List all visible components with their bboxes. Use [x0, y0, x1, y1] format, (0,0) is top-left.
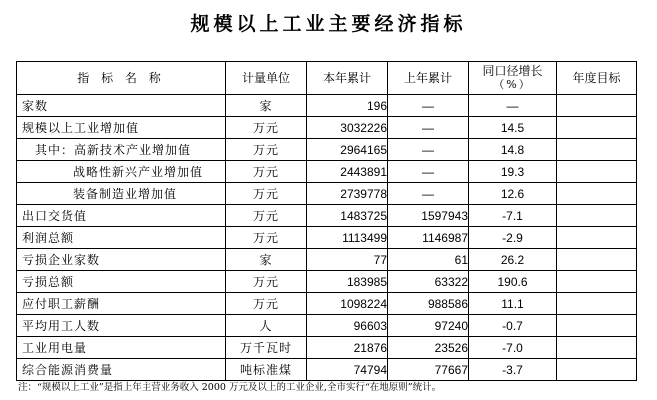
row-current: 21876: [307, 337, 388, 359]
row-unit: 吨标准煤: [226, 359, 307, 381]
row-unit: 万元: [226, 271, 307, 293]
row-target: [557, 227, 637, 249]
row-previous: 97240: [388, 315, 469, 337]
row-unit: 万千瓦时: [226, 337, 307, 359]
row-growth: -3.7: [469, 359, 557, 381]
row-name: 战略性新兴产业增加值: [17, 161, 226, 183]
row-target: [557, 117, 637, 139]
row-growth: 14.5: [469, 117, 557, 139]
row-growth: 19.3: [469, 161, 557, 183]
table-row: [17, 205, 637, 227]
table-row: [17, 95, 637, 117]
row-growth: 12.6: [469, 183, 557, 205]
row-name: 规模以上工业增加值: [17, 117, 226, 139]
row-previous: 1146987: [388, 227, 469, 249]
row-growth: —: [469, 95, 557, 117]
row-previous: 1597943: [388, 205, 469, 227]
row-previous: —: [388, 183, 469, 205]
row-name: 亏损企业家数: [17, 249, 226, 271]
table-row: [17, 271, 637, 293]
row-previous: —: [388, 139, 469, 161]
table-row: [17, 139, 637, 161]
row-previous: 61: [388, 249, 469, 271]
row-growth: 26.2: [469, 249, 557, 271]
row-target: [557, 293, 637, 315]
row-target: [557, 183, 637, 205]
row-unit: 万元: [226, 227, 307, 249]
row-target: [557, 249, 637, 271]
row-current: 1098224: [307, 293, 388, 315]
table-header-row: [17, 62, 637, 95]
column-header-current: 本年累计: [307, 62, 388, 95]
row-growth: 14.8: [469, 139, 557, 161]
row-unit: 万元: [226, 139, 307, 161]
row-current: 1483725: [307, 205, 388, 227]
row-target: [557, 337, 637, 359]
row-name: 平均用工人数: [17, 315, 226, 337]
row-target: [557, 315, 637, 337]
row-target: [557, 161, 637, 183]
row-previous: —: [388, 161, 469, 183]
row-current: 1113499: [307, 227, 388, 249]
row-target: [557, 205, 637, 227]
row-name: 家数: [17, 95, 226, 117]
row-target: [557, 271, 637, 293]
row-name: 其中：高新技术产业增加值: [17, 139, 226, 161]
table-row: [17, 337, 637, 359]
row-name: 装备制造业增加值: [17, 183, 226, 205]
row-previous: —: [388, 117, 469, 139]
table-row: [17, 315, 637, 337]
table-row: [17, 117, 637, 139]
row-current: 3032226: [307, 117, 388, 139]
column-header-previous: 上年累计: [388, 62, 469, 95]
row-growth: -7.0: [469, 337, 557, 359]
row-previous: 77667: [388, 359, 469, 381]
row-unit: 万元: [226, 161, 307, 183]
page-title: 规模以上工业主要经济指标: [190, 13, 467, 35]
row-previous: —: [388, 95, 469, 117]
row-current: 196: [307, 95, 388, 117]
row-name: 亏损总额: [17, 271, 226, 293]
column-header-target: 年度目标: [557, 62, 637, 95]
row-current: 183985: [307, 271, 388, 293]
footnote: 注：“规模以上工业”是指上年主营业务收入 2000 万元及以上的工业企业,全市实行“在地原则”统计。: [18, 382, 442, 393]
row-current: 96603: [307, 315, 388, 337]
row-previous: 23526: [388, 337, 469, 359]
row-current: 2739778: [307, 183, 388, 205]
row-unit: 家: [226, 95, 307, 117]
table-row: [17, 359, 637, 381]
row-unit: 万元: [226, 205, 307, 227]
row-target: [557, 359, 637, 381]
row-name: 应付职工薪酬: [17, 293, 226, 315]
row-current: 77: [307, 249, 388, 271]
row-growth: -0.7: [469, 315, 557, 337]
indicator-table: [16, 61, 637, 381]
row-growth: -2.9: [469, 227, 557, 249]
row-name: 综合能源消费量: [17, 359, 226, 381]
row-unit: 万元: [226, 293, 307, 315]
table-row: [17, 227, 637, 249]
row-name: 工业用电量: [17, 337, 226, 359]
table-row: [17, 249, 637, 271]
row-unit: 人: [226, 315, 307, 337]
row-unit: 万元: [226, 117, 307, 139]
column-header-unit: 计量单位: [226, 62, 307, 95]
row-name: 出口交货值: [17, 205, 226, 227]
row-previous: 988586: [388, 293, 469, 315]
column-header-name: 指 标 名 称: [17, 62, 226, 95]
row-current: 2964165: [307, 139, 388, 161]
row-previous: 63322: [388, 271, 469, 293]
row-current: 2443891: [307, 161, 388, 183]
row-growth: 190.6: [469, 271, 557, 293]
row-target: [557, 139, 637, 161]
column-header-growth: 同口径增长 （%）: [469, 62, 557, 95]
table-row: [17, 183, 637, 205]
table-row: [17, 161, 637, 183]
row-growth: 11.1: [469, 293, 557, 315]
table-row: [17, 293, 637, 315]
row-target: [557, 95, 637, 117]
row-current: 74794: [307, 359, 388, 381]
row-name: 利润总额: [17, 227, 226, 249]
row-unit: 万元: [226, 183, 307, 205]
row-growth: -7.1: [469, 205, 557, 227]
row-unit: 家: [226, 249, 307, 271]
